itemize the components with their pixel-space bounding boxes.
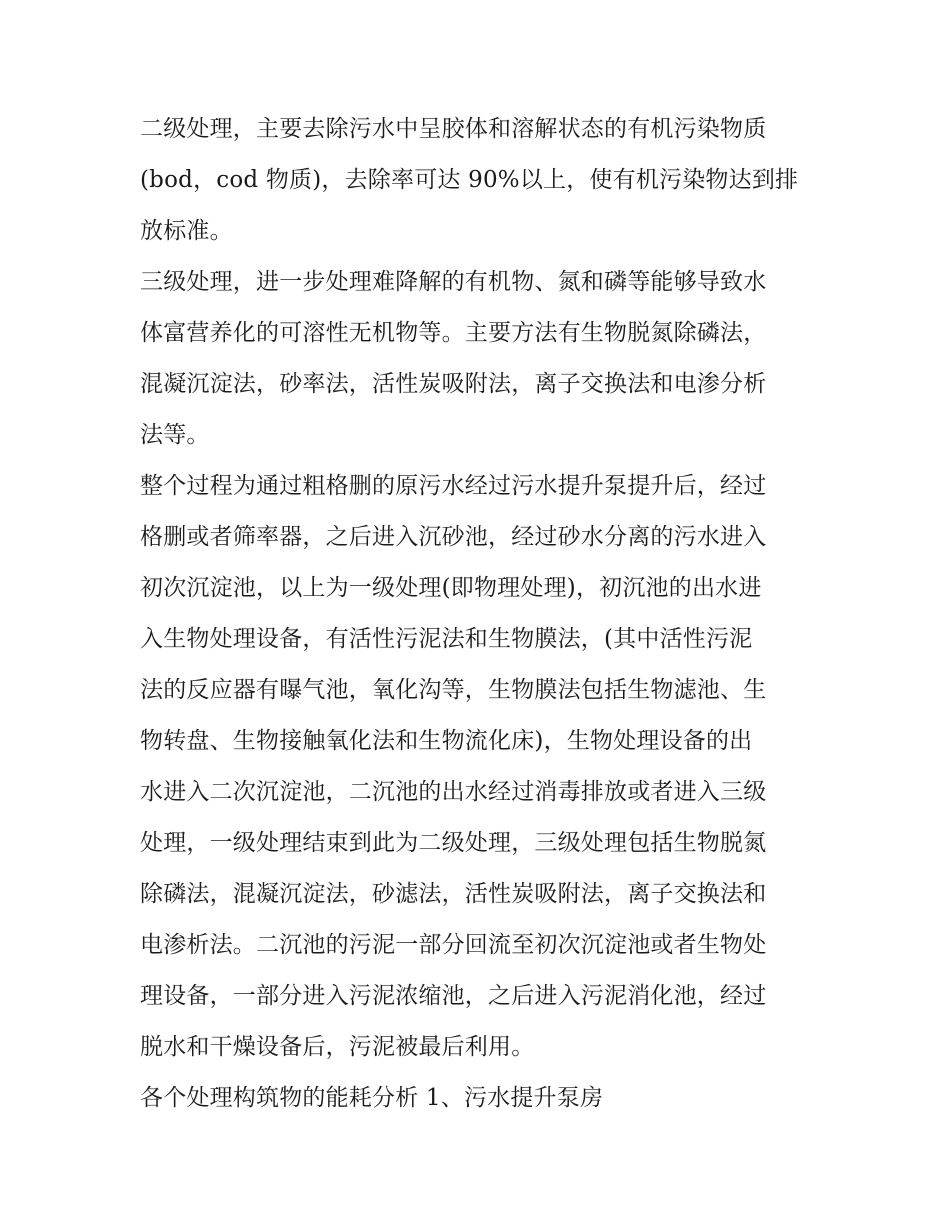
text-line: 物转盘、生物接触氧化法和生物流化床)，生物处理设备的出 xyxy=(140,728,753,754)
document-body xyxy=(140,104,812,1124)
text-line: 处理，一级处理结束到此为二级处理，三级处理包括生物脱氮 xyxy=(140,830,767,856)
text-line: 电渗析法。二沉池的污泥一部分回流至初次沉淀池或者生物处 xyxy=(140,932,767,958)
text-line: 初次沉淀池，以上为一级处理(即物理处理)，初沉池的出水进 xyxy=(140,575,762,601)
text-line: 理设备，一部分进入污泥浓缩池，之后进入污泥消化池，经过 xyxy=(140,983,767,1009)
text-line: 各个处理构筑物的能耗分析 1、污水提升泵房 xyxy=(140,1085,604,1111)
text-line: 脱水和干燥设备后，污泥被最后利用。 xyxy=(140,1034,535,1060)
text-line: 法的反应器有曝气池，氧化沟等，生物膜法包括生物滤池、生 xyxy=(140,677,767,703)
paragraph-process-overview xyxy=(140,461,812,1073)
text-line: 整个过程为通过粗格删的原污水经过污水提升泵提升后，经过 xyxy=(140,473,767,499)
paragraph-energy-analysis-heading xyxy=(140,1073,812,1124)
text-line: 除磷法，混凝沉淀法，砂滤法，活性炭吸附法，离子交换法和 xyxy=(140,881,767,907)
text-line: 放标准。 xyxy=(140,218,233,244)
text-line: 混凝沉淀法，砂率法，活性炭吸附法，离子交换法和电渗分析 xyxy=(140,371,767,397)
text-line: 入生物处理设备，有活性污泥法和生物膜法，(其中活性污泥 xyxy=(140,626,753,652)
text-line: 三级处理，进一步处理难降解的有机物、氮和磷等能够导致水 xyxy=(140,269,767,295)
text-line: 体富营养化的可溶性无机物等。主要方法有生物脱氮除磷法， xyxy=(140,320,767,346)
paragraph-tertiary-treatment xyxy=(140,257,812,461)
paragraph-secondary-treatment xyxy=(140,104,812,257)
text-line: 水进入二次沉淀池，二沉池的出水经过消毒排放或者进入三级 xyxy=(140,779,767,805)
text-line: 格删或者筛率器，之后进入沉砂池，经过砂水分离的污水进入 xyxy=(140,524,767,550)
text-line: (bod，cod 物质)，去除率可达 90%以上，使有机污染物达到排 xyxy=(140,167,799,193)
text-line: 法等。 xyxy=(140,422,210,448)
text-line: 二级处理，主要去除污水中呈胶体和溶解状态的有机污染物质 xyxy=(140,116,767,142)
